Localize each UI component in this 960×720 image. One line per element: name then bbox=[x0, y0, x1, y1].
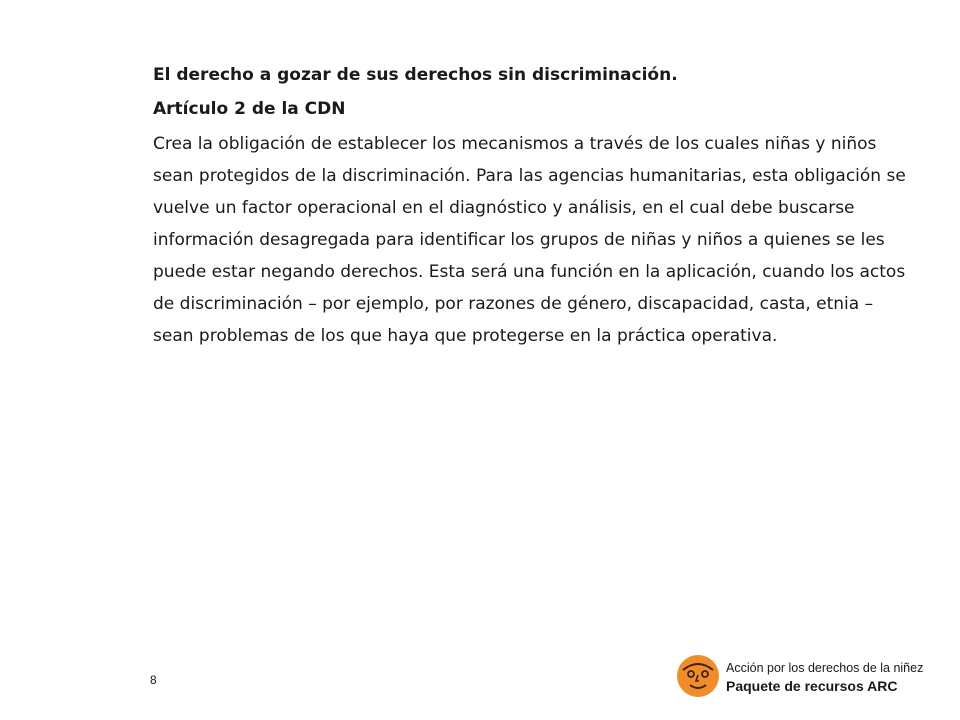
arc-logo bbox=[676, 654, 946, 702]
child-face-icon bbox=[676, 654, 720, 698]
page-number: 8 bbox=[150, 673, 157, 687]
article-heading: Artículo 2 de la CDN bbox=[153, 99, 346, 119]
main-content bbox=[153, 58, 913, 352]
section-title: El derecho a gozar de sus derechos sin discriminación. bbox=[153, 65, 678, 85]
body-paragraph: Crea la obligación de establecer los mecanismos a través de los cuales niñas y niños sean protegidos de la discriminación. Para las agencias humanitarias, esta obligación se vuelve un factor operacional en el diagnóstico y análisis, en el cual debe buscarse información desagregada para identificar los grupos de niñas y niños a quienes se les puede estar negando derechos. Esta será una función en la aplicación, cuando los actos de discriminación – por ejemplo, por razones de género, discapacidad, casta, etnia – sean problemas de los que haya que protegerse en la práctica operativa. bbox=[153, 134, 906, 346]
logo-title: Paquete de recursos ARC bbox=[726, 678, 898, 694]
logo-tagline: Acción por los derechos de la niñez bbox=[726, 661, 924, 675]
